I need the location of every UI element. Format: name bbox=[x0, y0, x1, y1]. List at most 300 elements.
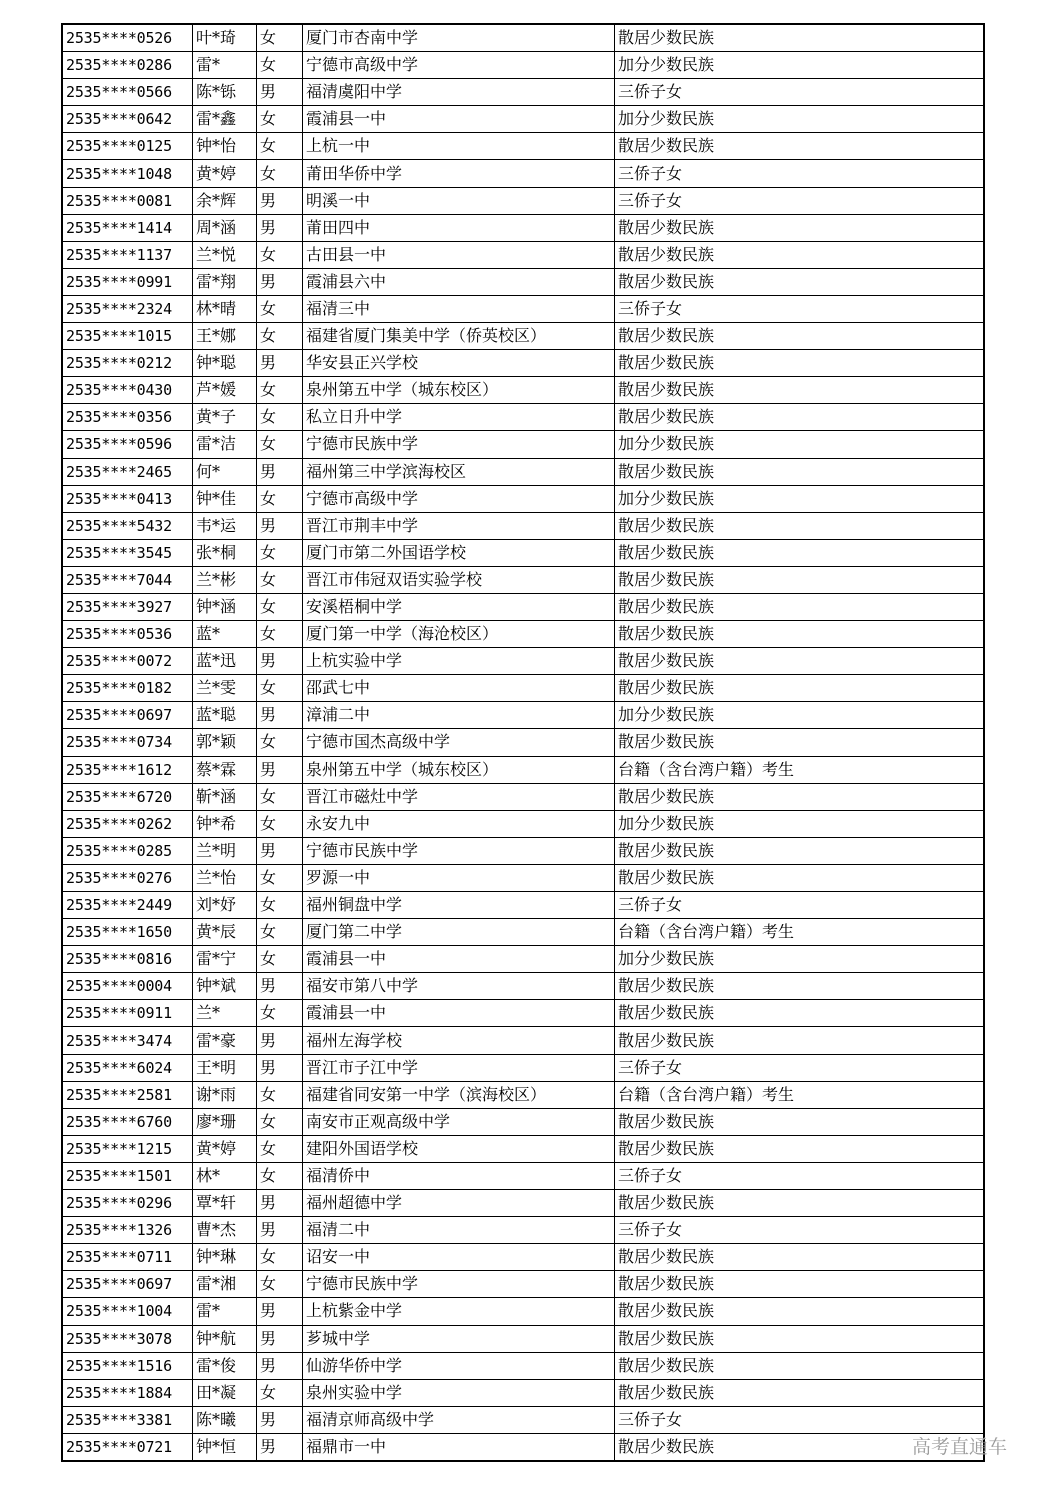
gender-cell: 女 bbox=[257, 1081, 303, 1108]
exam-id-cell: 2535****0697 bbox=[62, 1271, 193, 1298]
name-cell: 雷*豪 bbox=[193, 1027, 257, 1054]
gender-cell: 女 bbox=[257, 323, 303, 350]
school-cell: 福清京师高级中学 bbox=[303, 1406, 615, 1433]
school-cell: 上杭一中 bbox=[303, 133, 615, 160]
name-cell: 蓝*迅 bbox=[193, 648, 257, 675]
gender-cell: 男 bbox=[257, 1406, 303, 1433]
name-cell: 钟*恒 bbox=[193, 1433, 257, 1461]
name-cell: 林*晴 bbox=[193, 295, 257, 322]
school-cell: 霞浦县一中 bbox=[303, 1000, 615, 1027]
table-row bbox=[62, 1000, 984, 1027]
category-cell: 散居少数民族 bbox=[615, 214, 985, 241]
school-cell: 宁德市高级中学 bbox=[303, 52, 615, 79]
name-cell: 黄*子 bbox=[193, 404, 257, 431]
category-cell: 散居少数民族 bbox=[615, 350, 985, 377]
gender-cell: 女 bbox=[257, 864, 303, 891]
school-cell: 晋江市荆丰中学 bbox=[303, 512, 615, 539]
name-cell: 叶*琦 bbox=[193, 24, 257, 52]
table-row bbox=[62, 1108, 984, 1135]
exam-id-cell: 2535****0081 bbox=[62, 187, 193, 214]
table-row bbox=[62, 946, 984, 973]
gender-cell: 男 bbox=[257, 1352, 303, 1379]
school-cell: 上杭紫金中学 bbox=[303, 1298, 615, 1325]
name-cell: 芦*媛 bbox=[193, 377, 257, 404]
name-cell: 覃*轩 bbox=[193, 1190, 257, 1217]
gender-cell: 男 bbox=[257, 648, 303, 675]
school-cell: 宁德市民族中学 bbox=[303, 837, 615, 864]
gender-cell: 男 bbox=[257, 973, 303, 1000]
school-cell: 晋江市伟冠双语实验学校 bbox=[303, 566, 615, 593]
gender-cell: 女 bbox=[257, 539, 303, 566]
gender-cell: 女 bbox=[257, 377, 303, 404]
gender-cell: 男 bbox=[257, 1027, 303, 1054]
exam-id-cell: 2535****0911 bbox=[62, 1000, 193, 1027]
school-cell: 永安九中 bbox=[303, 810, 615, 837]
table-row bbox=[62, 350, 984, 377]
table-row bbox=[62, 1352, 984, 1379]
category-cell: 三侨子女 bbox=[615, 1406, 985, 1433]
school-cell: 邵武七中 bbox=[303, 675, 615, 702]
exam-id-cell: 2535****6024 bbox=[62, 1054, 193, 1081]
name-cell: 钟*聪 bbox=[193, 350, 257, 377]
table-row bbox=[62, 79, 984, 106]
gender-cell: 男 bbox=[257, 214, 303, 241]
category-cell: 散居少数民族 bbox=[615, 1000, 985, 1027]
category-cell: 台籍（含台湾户籍）考生 bbox=[615, 1081, 985, 1108]
table-row bbox=[62, 756, 984, 783]
category-cell: 三侨子女 bbox=[615, 160, 985, 187]
gender-cell: 女 bbox=[257, 404, 303, 431]
name-cell: 雷* bbox=[193, 1298, 257, 1325]
category-cell: 散居少数民族 bbox=[615, 593, 985, 620]
exam-id-cell: 2535****2465 bbox=[62, 458, 193, 485]
category-cell: 散居少数民族 bbox=[615, 783, 985, 810]
exam-id-cell: 2535****1326 bbox=[62, 1217, 193, 1244]
category-cell: 散居少数民族 bbox=[615, 1271, 985, 1298]
exam-id-cell: 2535****0072 bbox=[62, 648, 193, 675]
gender-cell: 男 bbox=[257, 1298, 303, 1325]
name-cell: 田*凝 bbox=[193, 1379, 257, 1406]
category-cell: 加分少数民族 bbox=[615, 431, 985, 458]
gender-cell: 男 bbox=[257, 1217, 303, 1244]
table-row bbox=[62, 864, 984, 891]
table-row bbox=[62, 24, 984, 52]
exam-id-cell: 2535****0697 bbox=[62, 702, 193, 729]
table-body bbox=[62, 24, 984, 1461]
school-cell: 漳浦二中 bbox=[303, 702, 615, 729]
school-cell: 宁德市国杰高级中学 bbox=[303, 729, 615, 756]
school-cell: 泉州第五中学（城东校区） bbox=[303, 756, 615, 783]
table-row bbox=[62, 1054, 984, 1081]
category-cell: 散居少数民族 bbox=[615, 241, 985, 268]
category-cell: 三侨子女 bbox=[615, 1054, 985, 1081]
category-cell: 散居少数民族 bbox=[615, 1108, 985, 1135]
category-cell: 散居少数民族 bbox=[615, 24, 985, 52]
exam-id-cell: 2535****1884 bbox=[62, 1379, 193, 1406]
gender-cell: 女 bbox=[257, 1108, 303, 1135]
name-cell: 雷*俊 bbox=[193, 1352, 257, 1379]
gender-cell: 女 bbox=[257, 1379, 303, 1406]
table-row bbox=[62, 566, 984, 593]
table-row bbox=[62, 1135, 984, 1162]
gender-cell: 女 bbox=[257, 593, 303, 620]
school-cell: 芗城中学 bbox=[303, 1325, 615, 1352]
category-cell: 加分少数民族 bbox=[615, 485, 985, 512]
exam-id-cell: 2535****0721 bbox=[62, 1433, 193, 1461]
exam-id-cell: 2535****0526 bbox=[62, 24, 193, 52]
category-cell: 三侨子女 bbox=[615, 295, 985, 322]
exam-id-cell: 2535****0296 bbox=[62, 1190, 193, 1217]
category-cell: 散居少数民族 bbox=[615, 973, 985, 1000]
school-cell: 霞浦县六中 bbox=[303, 268, 615, 295]
category-cell: 台籍（含台湾户籍）考生 bbox=[615, 919, 985, 946]
table-row bbox=[62, 621, 984, 648]
gender-cell: 男 bbox=[257, 837, 303, 864]
category-cell: 散居少数民族 bbox=[615, 1379, 985, 1406]
exam-id-cell: 2535****3545 bbox=[62, 539, 193, 566]
table-row bbox=[62, 1190, 984, 1217]
name-cell: 郭*颖 bbox=[193, 729, 257, 756]
table-row bbox=[62, 783, 984, 810]
table-row bbox=[62, 52, 984, 79]
table-row bbox=[62, 973, 984, 1000]
name-cell: 王*明 bbox=[193, 1054, 257, 1081]
table-row bbox=[62, 837, 984, 864]
gender-cell: 女 bbox=[257, 241, 303, 268]
exam-id-cell: 2535****6720 bbox=[62, 783, 193, 810]
name-cell: 兰*悦 bbox=[193, 241, 257, 268]
table-row bbox=[62, 187, 984, 214]
table-row bbox=[62, 295, 984, 322]
category-cell: 散居少数民族 bbox=[615, 1352, 985, 1379]
table-row bbox=[62, 593, 984, 620]
table-row bbox=[62, 404, 984, 431]
category-cell: 散居少数民族 bbox=[615, 323, 985, 350]
table-row bbox=[62, 512, 984, 539]
table-row bbox=[62, 1244, 984, 1271]
exam-id-cell: 2535****3381 bbox=[62, 1406, 193, 1433]
name-cell: 兰*明 bbox=[193, 837, 257, 864]
gender-cell: 男 bbox=[257, 1433, 303, 1461]
watermark: 高考直通车 bbox=[912, 1436, 1008, 1458]
category-cell: 散居少数民族 bbox=[615, 268, 985, 295]
table-row bbox=[62, 214, 984, 241]
table-row bbox=[62, 675, 984, 702]
table-row bbox=[62, 1325, 984, 1352]
category-cell: 台籍（含台湾户籍）考生 bbox=[615, 756, 985, 783]
gender-cell: 女 bbox=[257, 106, 303, 133]
table-row bbox=[62, 133, 984, 160]
category-cell: 加分少数民族 bbox=[615, 52, 985, 79]
exam-id-cell: 2535****5432 bbox=[62, 512, 193, 539]
gender-cell: 男 bbox=[257, 1190, 303, 1217]
exam-id-cell: 2535****0816 bbox=[62, 946, 193, 973]
gender-cell: 女 bbox=[257, 1135, 303, 1162]
school-cell: 福州第三中学滨海校区 bbox=[303, 458, 615, 485]
name-cell: 林* bbox=[193, 1162, 257, 1189]
school-cell: 福清虞阳中学 bbox=[303, 79, 615, 106]
gender-cell: 女 bbox=[257, 566, 303, 593]
exam-id-cell: 2535****0711 bbox=[62, 1244, 193, 1271]
school-cell: 福州超德中学 bbox=[303, 1190, 615, 1217]
school-cell: 私立日升中学 bbox=[303, 404, 615, 431]
exam-id-cell: 2535****2324 bbox=[62, 295, 193, 322]
gender-cell: 女 bbox=[257, 783, 303, 810]
gender-cell: 女 bbox=[257, 1271, 303, 1298]
school-cell: 福州左海学校 bbox=[303, 1027, 615, 1054]
category-cell: 散居少数民族 bbox=[615, 458, 985, 485]
school-cell: 莆田华侨中学 bbox=[303, 160, 615, 187]
name-cell: 周*涵 bbox=[193, 214, 257, 241]
category-cell: 散居少数民族 bbox=[615, 133, 985, 160]
gender-cell: 男 bbox=[257, 756, 303, 783]
school-cell: 上杭实验中学 bbox=[303, 648, 615, 675]
student-list-table bbox=[61, 23, 985, 1462]
table-row bbox=[62, 1433, 984, 1461]
exam-id-cell: 2535****0413 bbox=[62, 485, 193, 512]
category-cell: 散居少数民族 bbox=[615, 1325, 985, 1352]
gender-cell: 女 bbox=[257, 1162, 303, 1189]
name-cell: 刘*妤 bbox=[193, 892, 257, 919]
table-row bbox=[62, 458, 984, 485]
category-cell: 散居少数民族 bbox=[615, 1135, 985, 1162]
school-cell: 厦门市杏南中学 bbox=[303, 24, 615, 52]
category-cell: 散居少数民族 bbox=[615, 837, 985, 864]
school-cell: 南安市正观高级中学 bbox=[303, 1108, 615, 1135]
name-cell: 钟*希 bbox=[193, 810, 257, 837]
name-cell: 雷*湘 bbox=[193, 1271, 257, 1298]
exam-id-cell: 2535****1612 bbox=[62, 756, 193, 783]
exam-id-cell: 2535****3078 bbox=[62, 1325, 193, 1352]
name-cell: 蔡*霖 bbox=[193, 756, 257, 783]
name-cell: 陈*铄 bbox=[193, 79, 257, 106]
category-cell: 散居少数民族 bbox=[615, 1298, 985, 1325]
school-cell: 霞浦县一中 bbox=[303, 946, 615, 973]
table-row bbox=[62, 485, 984, 512]
school-cell: 厦门市第二外国语学校 bbox=[303, 539, 615, 566]
exam-id-cell: 2535****0182 bbox=[62, 675, 193, 702]
gender-cell: 女 bbox=[257, 1000, 303, 1027]
school-cell: 福清三中 bbox=[303, 295, 615, 322]
exam-id-cell: 2535****0212 bbox=[62, 350, 193, 377]
exam-id-cell: 2535****0991 bbox=[62, 268, 193, 295]
category-cell: 散居少数民族 bbox=[615, 566, 985, 593]
gender-cell: 男 bbox=[257, 79, 303, 106]
exam-id-cell: 2535****2449 bbox=[62, 892, 193, 919]
school-cell: 仙游华侨中学 bbox=[303, 1352, 615, 1379]
category-cell: 散居少数民族 bbox=[615, 729, 985, 756]
name-cell: 钟*斌 bbox=[193, 973, 257, 1000]
gender-cell: 女 bbox=[257, 729, 303, 756]
gender-cell: 女 bbox=[257, 1244, 303, 1271]
category-cell: 散居少数民族 bbox=[615, 512, 985, 539]
school-cell: 建阳外国语学校 bbox=[303, 1135, 615, 1162]
category-cell: 加分少数民族 bbox=[615, 810, 985, 837]
exam-id-cell: 2535****0262 bbox=[62, 810, 193, 837]
name-cell: 雷*鑫 bbox=[193, 106, 257, 133]
name-cell: 曹*杰 bbox=[193, 1217, 257, 1244]
exam-id-cell: 2535****7044 bbox=[62, 566, 193, 593]
school-cell: 霞浦县一中 bbox=[303, 106, 615, 133]
category-cell: 散居少数民族 bbox=[615, 1244, 985, 1271]
school-cell: 福鼎市一中 bbox=[303, 1433, 615, 1461]
exam-id-cell: 2535****1650 bbox=[62, 919, 193, 946]
school-cell: 罗源一中 bbox=[303, 864, 615, 891]
exam-id-cell: 2535****6760 bbox=[62, 1108, 193, 1135]
exam-id-cell: 2535****0642 bbox=[62, 106, 193, 133]
exam-id-cell: 2535****0566 bbox=[62, 79, 193, 106]
category-cell: 散居少数民族 bbox=[615, 377, 985, 404]
school-cell: 宁德市民族中学 bbox=[303, 431, 615, 458]
category-cell: 散居少数民族 bbox=[615, 675, 985, 702]
category-cell: 散居少数民族 bbox=[615, 539, 985, 566]
name-cell: 张*桐 bbox=[193, 539, 257, 566]
name-cell: 何* bbox=[193, 458, 257, 485]
name-cell: 黄*婷 bbox=[193, 1135, 257, 1162]
name-cell: 雷*洁 bbox=[193, 431, 257, 458]
school-cell: 泉州第五中学（城东校区） bbox=[303, 377, 615, 404]
exam-id-cell: 2535****1004 bbox=[62, 1298, 193, 1325]
table-row bbox=[62, 729, 984, 756]
gender-cell: 女 bbox=[257, 919, 303, 946]
name-cell: 黄*婷 bbox=[193, 160, 257, 187]
exam-id-cell: 2535****2581 bbox=[62, 1081, 193, 1108]
category-cell: 三侨子女 bbox=[615, 1217, 985, 1244]
name-cell: 陈*曦 bbox=[193, 1406, 257, 1433]
category-cell: 三侨子女 bbox=[615, 187, 985, 214]
school-cell: 晋江市子江中学 bbox=[303, 1054, 615, 1081]
exam-id-cell: 2535****0734 bbox=[62, 729, 193, 756]
name-cell: 雷*翔 bbox=[193, 268, 257, 295]
exam-id-cell: 2535****3927 bbox=[62, 593, 193, 620]
gender-cell: 女 bbox=[257, 892, 303, 919]
gender-cell: 女 bbox=[257, 675, 303, 702]
name-cell: 钟*琳 bbox=[193, 1244, 257, 1271]
category-cell: 散居少数民族 bbox=[615, 1433, 985, 1461]
school-cell: 福清侨中 bbox=[303, 1162, 615, 1189]
table-row bbox=[62, 268, 984, 295]
exam-id-cell: 2535****0430 bbox=[62, 377, 193, 404]
gender-cell: 女 bbox=[257, 431, 303, 458]
name-cell: 钟*涵 bbox=[193, 593, 257, 620]
school-cell: 厦门第一中学（海沧校区） bbox=[303, 621, 615, 648]
gender-cell: 男 bbox=[257, 458, 303, 485]
table-row bbox=[62, 1379, 984, 1406]
school-cell: 古田县一中 bbox=[303, 241, 615, 268]
exam-id-cell: 2535****1048 bbox=[62, 160, 193, 187]
name-cell: 王*娜 bbox=[193, 323, 257, 350]
table-row bbox=[62, 160, 984, 187]
name-cell: 钟*怡 bbox=[193, 133, 257, 160]
category-cell: 三侨子女 bbox=[615, 79, 985, 106]
school-cell: 宁德市民族中学 bbox=[303, 1271, 615, 1298]
school-cell: 福州铜盘中学 bbox=[303, 892, 615, 919]
exam-id-cell: 2535****0596 bbox=[62, 431, 193, 458]
table-row bbox=[62, 377, 984, 404]
name-cell: 钟*航 bbox=[193, 1325, 257, 1352]
school-cell: 厦门第二中学 bbox=[303, 919, 615, 946]
gender-cell: 女 bbox=[257, 810, 303, 837]
school-cell: 泉州实验中学 bbox=[303, 1379, 615, 1406]
table-row bbox=[62, 1162, 984, 1189]
name-cell: 兰*雯 bbox=[193, 675, 257, 702]
name-cell: 兰*怡 bbox=[193, 864, 257, 891]
school-cell: 福建省同安第一中学（滨海校区） bbox=[303, 1081, 615, 1108]
school-cell: 莆田四中 bbox=[303, 214, 615, 241]
table-row bbox=[62, 648, 984, 675]
table-row bbox=[62, 919, 984, 946]
gender-cell: 男 bbox=[257, 268, 303, 295]
gender-cell: 女 bbox=[257, 133, 303, 160]
category-cell: 散居少数民族 bbox=[615, 1190, 985, 1217]
table-row bbox=[62, 241, 984, 268]
gender-cell: 男 bbox=[257, 187, 303, 214]
school-cell: 晋江市磁灶中学 bbox=[303, 783, 615, 810]
category-cell: 散居少数民族 bbox=[615, 1027, 985, 1054]
exam-id-cell: 2535****0276 bbox=[62, 864, 193, 891]
exam-id-cell: 2535****1215 bbox=[62, 1135, 193, 1162]
exam-id-cell: 2535****0125 bbox=[62, 133, 193, 160]
school-cell: 诏安一中 bbox=[303, 1244, 615, 1271]
category-cell: 加分少数民族 bbox=[615, 106, 985, 133]
name-cell: 谢*雨 bbox=[193, 1081, 257, 1108]
school-cell: 华安县正兴学校 bbox=[303, 350, 615, 377]
category-cell: 三侨子女 bbox=[615, 1162, 985, 1189]
gender-cell: 女 bbox=[257, 295, 303, 322]
name-cell: 黄*辰 bbox=[193, 919, 257, 946]
table-row bbox=[62, 1271, 984, 1298]
exam-id-cell: 2535****0286 bbox=[62, 52, 193, 79]
name-cell: 兰*彬 bbox=[193, 566, 257, 593]
name-cell: 雷*宁 bbox=[193, 946, 257, 973]
table-row bbox=[62, 810, 984, 837]
exam-id-cell: 2535****0356 bbox=[62, 404, 193, 431]
table-row bbox=[62, 323, 984, 350]
gender-cell: 女 bbox=[257, 485, 303, 512]
gender-cell: 男 bbox=[257, 512, 303, 539]
category-cell: 加分少数民族 bbox=[615, 946, 985, 973]
school-cell: 宁德市高级中学 bbox=[303, 485, 615, 512]
gender-cell: 男 bbox=[257, 702, 303, 729]
table-row bbox=[62, 539, 984, 566]
exam-id-cell: 2535****1501 bbox=[62, 1162, 193, 1189]
name-cell: 兰* bbox=[193, 1000, 257, 1027]
gender-cell: 女 bbox=[257, 946, 303, 973]
exam-id-cell: 2535****0004 bbox=[62, 973, 193, 1000]
gender-cell: 女 bbox=[257, 621, 303, 648]
table-row bbox=[62, 1406, 984, 1433]
exam-id-cell: 2535****0536 bbox=[62, 621, 193, 648]
exam-id-cell: 2535****0285 bbox=[62, 837, 193, 864]
gender-cell: 女 bbox=[257, 52, 303, 79]
table-row bbox=[62, 1081, 984, 1108]
table-row bbox=[62, 1298, 984, 1325]
school-cell: 福清二中 bbox=[303, 1217, 615, 1244]
exam-id-cell: 2535****1137 bbox=[62, 241, 193, 268]
table-row bbox=[62, 1217, 984, 1244]
category-cell: 加分少数民族 bbox=[615, 702, 985, 729]
category-cell: 散居少数民族 bbox=[615, 404, 985, 431]
exam-id-cell: 2535****1516 bbox=[62, 1352, 193, 1379]
category-cell: 散居少数民族 bbox=[615, 621, 985, 648]
table-row bbox=[62, 1027, 984, 1054]
school-cell: 安溪梧桐中学 bbox=[303, 593, 615, 620]
name-cell: 蓝* bbox=[193, 621, 257, 648]
gender-cell: 女 bbox=[257, 160, 303, 187]
school-cell: 福安市第八中学 bbox=[303, 973, 615, 1000]
exam-id-cell: 2535****1414 bbox=[62, 214, 193, 241]
school-cell: 明溪一中 bbox=[303, 187, 615, 214]
